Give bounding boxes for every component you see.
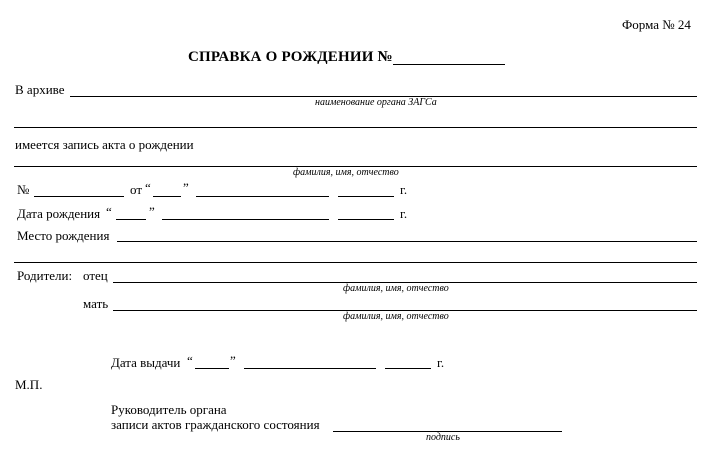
issue-day-open-quote: “ — [187, 353, 193, 368]
seal-label: М.П. — [15, 377, 43, 392]
birth-place-field[interactable] — [117, 241, 697, 242]
issue-year-suffix: г. — [437, 355, 445, 370]
head-title-line2: записи актов гражданского состояния — [111, 417, 320, 432]
head-title-line1: Руководитель органа — [111, 402, 227, 417]
birth-day-field[interactable] — [116, 219, 146, 220]
issue-day-close-quote: ” — [230, 353, 236, 368]
birth-year-suffix: г. — [400, 206, 408, 221]
mother-label: мать — [83, 296, 109, 311]
issue-day-field[interactable] — [195, 368, 229, 369]
person-name-hint: фамилия, имя, отчество — [293, 167, 399, 178]
issue-date-label: Дата выдачи — [111, 355, 181, 370]
form-number: Форма № 24 — [622, 17, 691, 32]
birth-day-open-quote: “ — [106, 204, 112, 219]
record-month-field[interactable] — [196, 196, 329, 197]
birth-place-field-continuation[interactable] — [14, 262, 697, 263]
birth-place-label: Место рождения — [17, 228, 110, 243]
father-name-hint: фамилия, имя, отчество — [343, 283, 449, 294]
record-day-field[interactable] — [153, 196, 181, 197]
record-day-close-quote: ” — [183, 180, 189, 195]
record-year-suffix: г. — [400, 182, 408, 197]
from-label: от — [130, 182, 143, 197]
archive-label: В архиве — [15, 82, 65, 97]
issue-year-field[interactable] — [385, 368, 431, 369]
signature-hint: подпись — [426, 432, 460, 443]
birth-day-close-quote: ” — [149, 204, 155, 219]
record-number-field[interactable] — [34, 196, 124, 197]
record-label: имеется запись акта о рождении — [15, 137, 194, 152]
number-sign: № — [17, 182, 30, 197]
certificate-number-field[interactable] — [393, 64, 505, 65]
mother-name-hint: фамилия, имя, отчество — [343, 311, 449, 322]
father-label: отец — [83, 268, 108, 283]
document-title: СПРАВКА О РОЖДЕНИИ № — [188, 49, 393, 65]
record-year-field[interactable] — [338, 196, 394, 197]
parents-label: Родители: — [17, 268, 73, 283]
birth-date-label: Дата рождения — [17, 206, 101, 221]
birth-month-field[interactable] — [162, 219, 329, 220]
issue-month-field[interactable] — [244, 368, 376, 369]
record-day-open-quote: “ — [145, 180, 151, 195]
birth-year-field[interactable] — [338, 219, 394, 220]
archive-field-continuation[interactable] — [14, 127, 697, 128]
archive-hint: наименование органа ЗАГСа — [315, 97, 437, 108]
